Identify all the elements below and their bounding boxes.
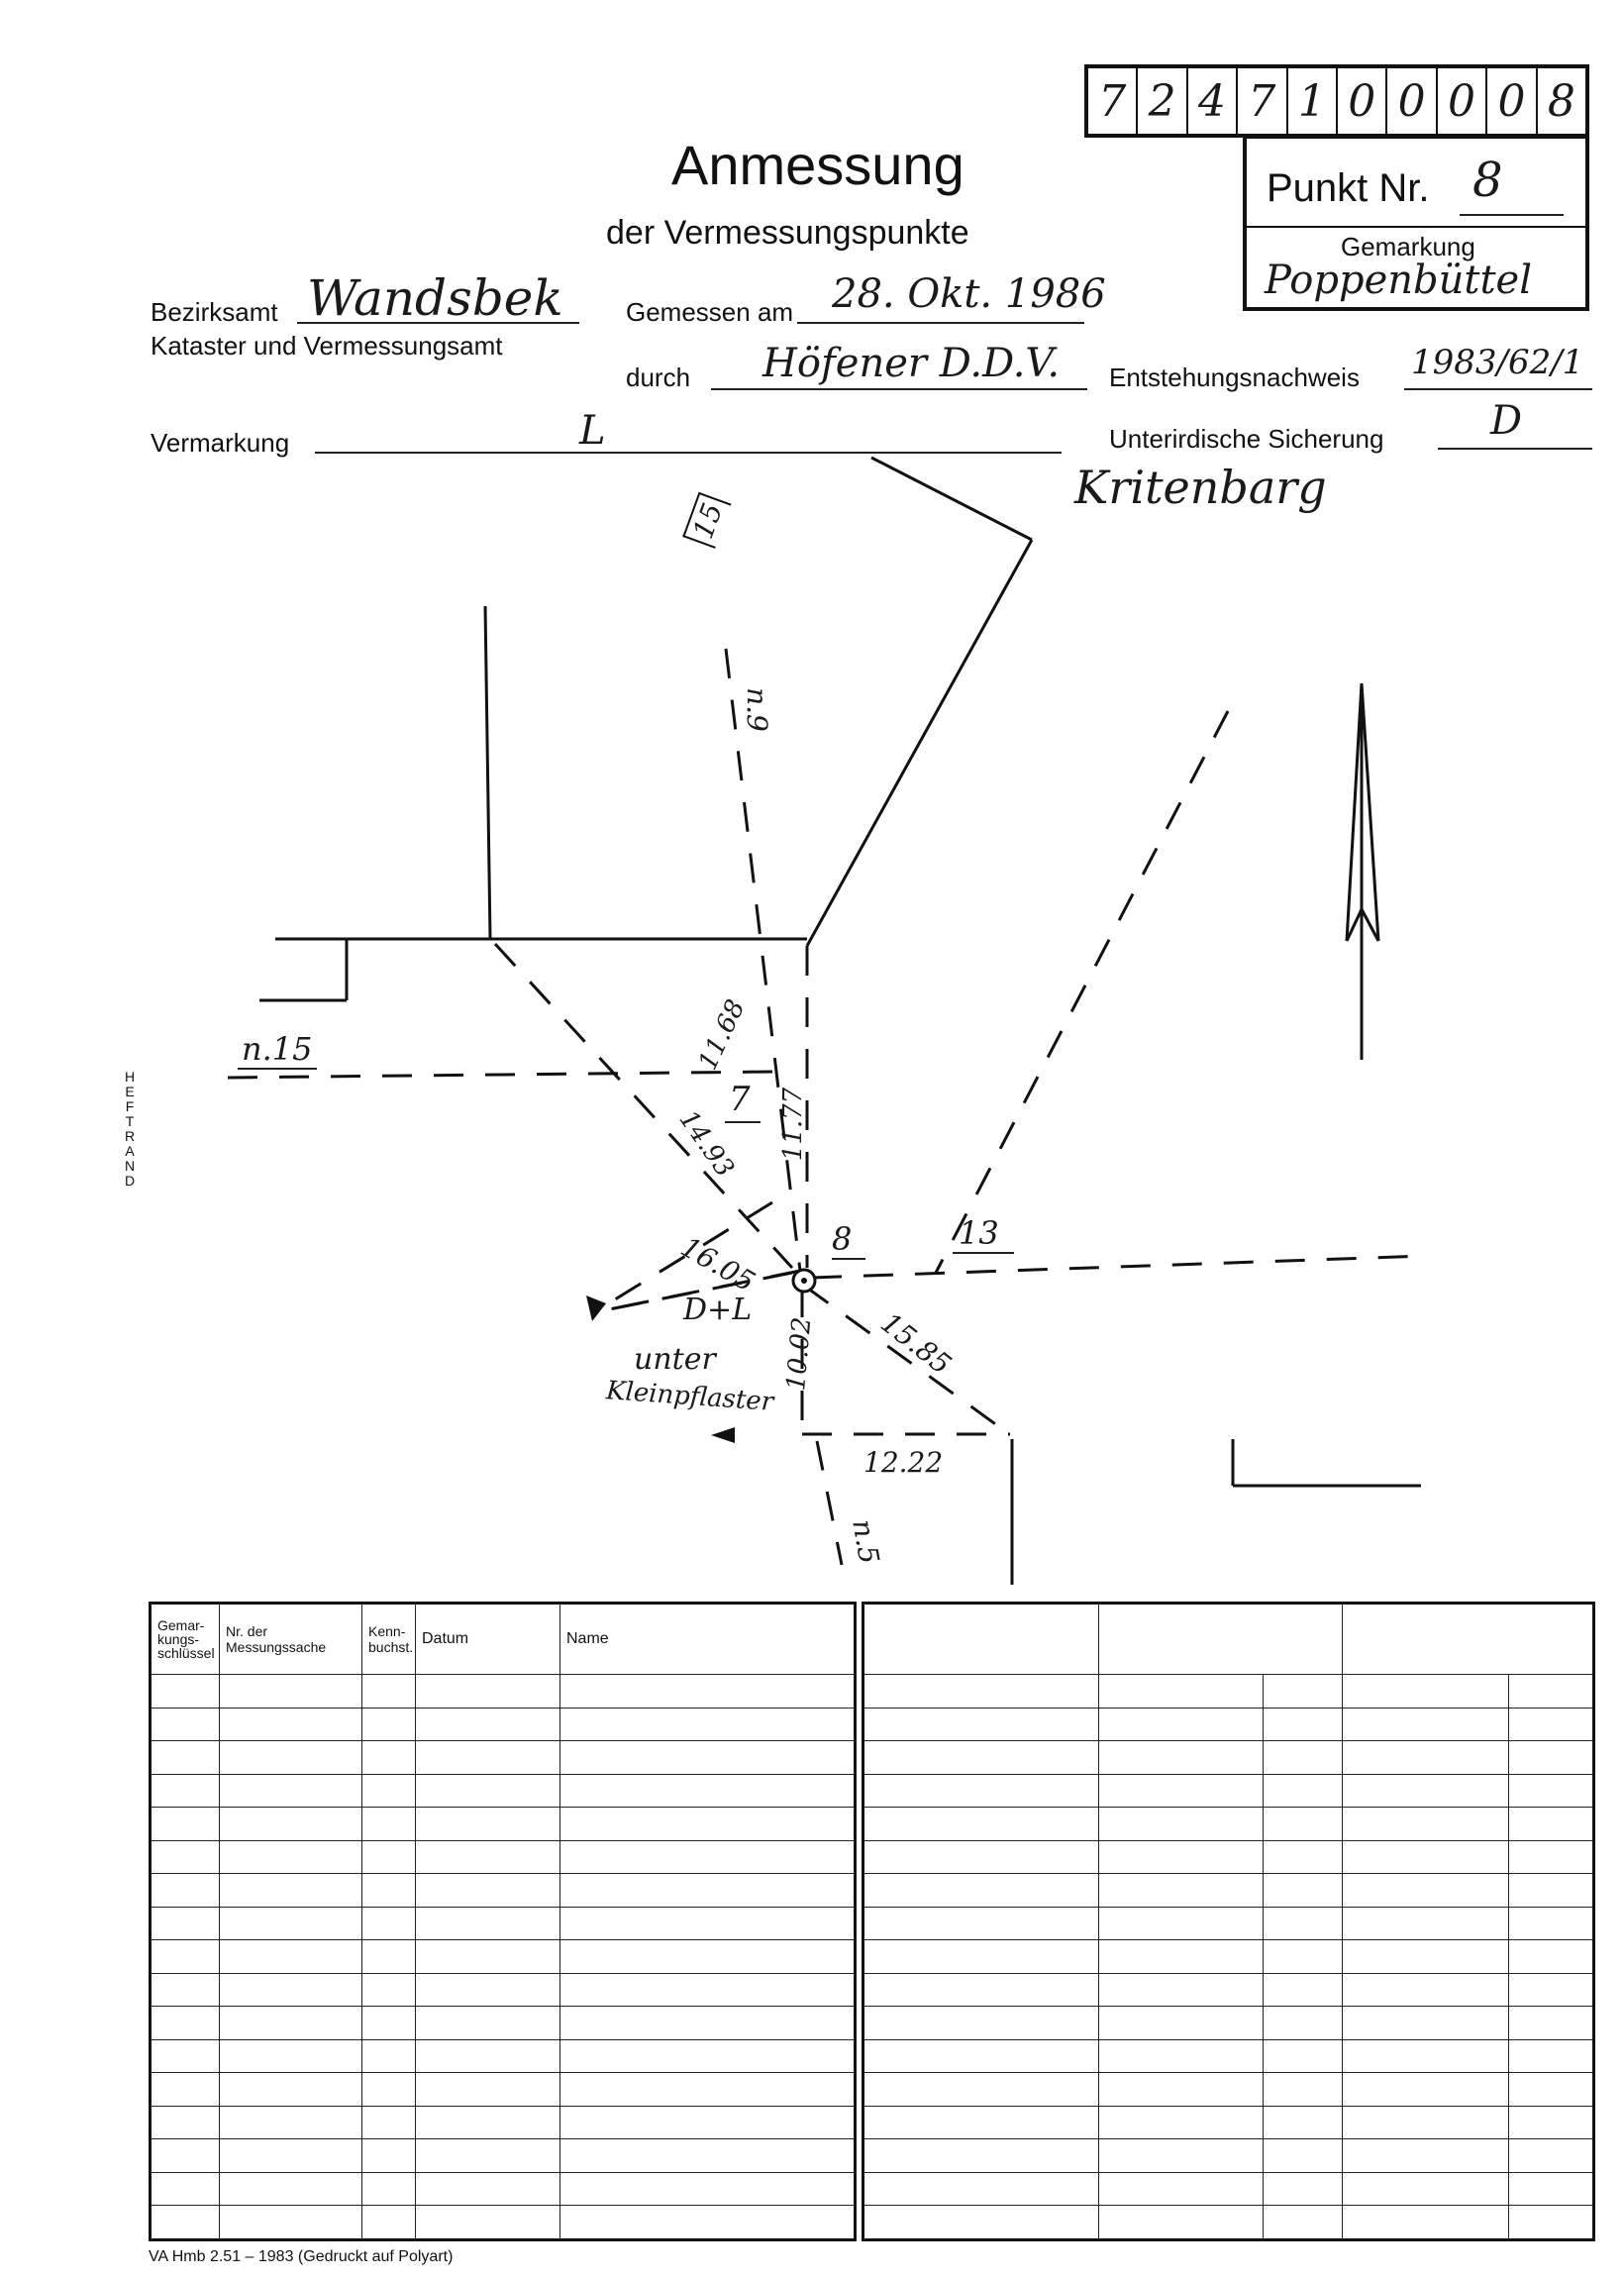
- table-cell: [1099, 1840, 1264, 1874]
- table-cell: [362, 2007, 416, 2040]
- table-row: [863, 1708, 1594, 1741]
- measure-line: [228, 1072, 772, 1078]
- table-row: [863, 1741, 1594, 1775]
- table-cell: [863, 2106, 1099, 2139]
- table-cell: [1343, 2007, 1509, 2040]
- table-cell: [560, 2039, 856, 2073]
- table-row: [863, 1774, 1594, 1808]
- table-cell: [1099, 1741, 1264, 1775]
- ref-n5: n.5: [846, 1516, 886, 1567]
- table-cell: [1343, 1874, 1509, 1908]
- ref-n9: n.9: [740, 687, 773, 732]
- table-cell: [1099, 1808, 1264, 1841]
- ref-7: 7: [729, 1080, 751, 1119]
- table-cell: [220, 1840, 362, 1874]
- table-cell: [1099, 1907, 1264, 1940]
- table-row: [151, 2206, 856, 2240]
- table-cell: [1509, 2039, 1594, 2073]
- ref-13: 13: [959, 1214, 999, 1252]
- table-cell: [863, 2139, 1099, 2173]
- table-row: [151, 1741, 856, 1775]
- arrow-head: [711, 1427, 735, 1443]
- table-cell: [1264, 1741, 1343, 1775]
- table-cell: [863, 1808, 1099, 1841]
- table-cell: [1099, 1675, 1264, 1709]
- table-cell: [416, 1774, 560, 1808]
- number-digit: 7: [1238, 68, 1287, 134]
- table-cell: [220, 1774, 362, 1808]
- table-cell: [1264, 2073, 1343, 2107]
- table-cell: [362, 1708, 416, 1741]
- table-cell: [1343, 2106, 1509, 2139]
- table-cell: [151, 1874, 220, 1908]
- heftrand-label: HEFTRAND: [124, 1069, 136, 1189]
- table-cell: [1099, 1874, 1264, 1908]
- table-cell: [220, 2139, 362, 2173]
- table-cell: [863, 1774, 1099, 1808]
- sicherung-label: Unterirdische Sicherung: [1109, 424, 1384, 454]
- table-cell: [1509, 1973, 1594, 2007]
- table-row: [151, 2139, 856, 2173]
- table-cell: [416, 1708, 560, 1741]
- table-cell: [416, 1973, 560, 2007]
- table-cell: [1099, 2106, 1264, 2139]
- boundary-line: [871, 458, 1032, 540]
- table-cell: [151, 1808, 220, 1841]
- number-digit: 0: [1387, 68, 1437, 134]
- gemessen-label: Gemessen am: [626, 297, 794, 327]
- table-row: [863, 1675, 1594, 1709]
- table-row: [863, 2007, 1594, 2040]
- table-cell: [863, 2039, 1099, 2073]
- footer-note: VA Hmb 2.51 – 1983 (Gedruckt auf Polyart): [149, 2248, 454, 2265]
- table-cell: [220, 1907, 362, 1940]
- table-row: [863, 2039, 1594, 2073]
- table-cell: [560, 2172, 856, 2206]
- table-cell: [1343, 1907, 1509, 1940]
- dist-1585: 15.85: [874, 1305, 958, 1382]
- table-row: [863, 2106, 1594, 2139]
- table-cell: [220, 1973, 362, 2007]
- dist-1168: 11.68: [692, 994, 752, 1076]
- table-cell: [416, 1675, 560, 1709]
- table-cell: [1343, 2206, 1509, 2240]
- col-gemarkungsschluessel: Gemar-kungs-schlüssel: [151, 1604, 220, 1675]
- col-empty: [863, 1604, 1099, 1675]
- table-cell: [362, 1940, 416, 1974]
- measure-line: [726, 649, 800, 1271]
- table-cell: [560, 2139, 856, 2173]
- table-cell: [863, 1940, 1099, 1974]
- table-row: [863, 1940, 1594, 1974]
- table-cell: [362, 1874, 416, 1908]
- table-cell: [416, 2106, 560, 2139]
- table-cell: [863, 2073, 1099, 2107]
- table-header-row: [863, 1604, 1594, 1675]
- table-cell: [1264, 2007, 1343, 2040]
- table-cell: [151, 2172, 220, 2206]
- table-cell: [560, 1708, 856, 1741]
- table-cell: [1343, 2172, 1509, 2206]
- table-header-row: [151, 1604, 856, 1675]
- table-cell: [151, 1973, 220, 2007]
- table-cell: [1264, 1675, 1343, 1709]
- table-cell: [863, 2007, 1099, 2040]
- table-cell: [1509, 1907, 1594, 1940]
- table-cell: [220, 2172, 362, 2206]
- table-cell: [220, 2106, 362, 2139]
- table-cell: [1264, 1808, 1343, 1841]
- table-cell: [1343, 1675, 1509, 1709]
- table-cell: [1099, 2073, 1264, 2107]
- bezirksamt-label: Bezirksamt: [151, 297, 278, 327]
- table-cell: [1509, 1874, 1594, 1908]
- page-subtitle: der Vermessungspunkte: [606, 214, 969, 252]
- street-name: Kritenbarg: [1074, 461, 1327, 514]
- table-cell: [560, 1840, 856, 1874]
- vermarkung-label: Vermarkung: [151, 428, 290, 458]
- table-cell: [416, 2073, 560, 2107]
- col-messungssache: Nr. der Messungssache: [220, 1604, 362, 1675]
- table-cell: [1343, 1708, 1509, 1741]
- vermarkung-value: L: [579, 408, 606, 454]
- table-cell: [1099, 1708, 1264, 1741]
- gemarkung-label: Gemarkung: [1341, 232, 1475, 261]
- measure-line: [804, 1286, 1012, 1436]
- table-row: [151, 1708, 856, 1741]
- table-cell: [151, 1741, 220, 1775]
- table-cell: [560, 1808, 856, 1841]
- table-cell: [560, 2007, 856, 2040]
- table-cell: [1099, 1774, 1264, 1808]
- table-cell: [362, 1808, 416, 1841]
- table-cell: [1099, 2172, 1264, 2206]
- table-cell: [560, 1774, 856, 1808]
- number-digit: 0: [1487, 68, 1537, 134]
- table-cell: [151, 2073, 220, 2107]
- table-cell: [151, 1708, 220, 1741]
- table-row: [151, 2106, 856, 2139]
- table-cell: [1509, 1741, 1594, 1775]
- ref-8: 8: [832, 1220, 853, 1258]
- dist-1002: 10.02: [781, 1315, 818, 1393]
- dist-1222: 12.22: [863, 1446, 944, 1479]
- north-arrow-icon: [1347, 683, 1378, 1060]
- table-cell: [1343, 2039, 1509, 2073]
- table-cell: [1509, 1940, 1594, 1974]
- table-cell: [1264, 1973, 1343, 2007]
- table-cell: [1264, 2172, 1343, 2206]
- boundary-line: [485, 606, 490, 939]
- table-cell: [560, 2206, 856, 2240]
- table-cell: [362, 2106, 416, 2139]
- table-row: [863, 1840, 1594, 1874]
- table-cell: [220, 2206, 362, 2240]
- measure-line: [817, 1441, 842, 1565]
- table-cell: [416, 1741, 560, 1775]
- boundary-line: [807, 540, 1032, 946]
- table-cell: [1343, 1840, 1509, 1874]
- table-cell: [1264, 1840, 1343, 1874]
- table-cell: [416, 1808, 560, 1841]
- entstehung-label: Entstehungsnachweis: [1109, 363, 1360, 392]
- note-kleinpflaster: Kleinpflaster: [605, 1376, 775, 1417]
- table-cell: [416, 1840, 560, 1874]
- table-row: [151, 1808, 856, 1841]
- table-cell: [220, 2007, 362, 2040]
- table-cell: [863, 1741, 1099, 1775]
- measurement-table-left: [149, 1602, 857, 2241]
- table-row: [863, 2206, 1594, 2240]
- table-cell: [362, 2073, 416, 2107]
- table-cell: [151, 2106, 220, 2139]
- table-cell: [416, 2206, 560, 2240]
- table-cell: [1099, 2039, 1264, 2073]
- measure-line: [812, 1256, 1426, 1278]
- table-cell: [1509, 2139, 1594, 2173]
- note-dl: D+L: [683, 1293, 753, 1327]
- table-cell: [220, 1874, 362, 1908]
- table-row: [151, 1675, 856, 1709]
- table-cell: [151, 2206, 220, 2240]
- table-cell: [416, 2007, 560, 2040]
- table-cell: [362, 1973, 416, 2007]
- ref-n15: n.15: [242, 1030, 313, 1068]
- table-cell: [1509, 1774, 1594, 1808]
- table-cell: [220, 2073, 362, 2107]
- table-cell: [1264, 1774, 1343, 1808]
- table-cell: [863, 1708, 1099, 1741]
- table-cell: [151, 2039, 220, 2073]
- table-cell: [362, 2039, 416, 2073]
- table-row: [863, 1973, 1594, 2007]
- table-cell: [1264, 1907, 1343, 1940]
- bezirksamt-value: Wandsbek: [307, 269, 563, 327]
- table-cell: [220, 1741, 362, 1775]
- dist-1177: 11.77: [778, 1087, 809, 1162]
- table-row: [151, 2007, 856, 2040]
- table-cell: [362, 2206, 416, 2240]
- number-digit: 4: [1188, 68, 1238, 134]
- table-cell: [1343, 1741, 1509, 1775]
- table-row: [151, 1940, 856, 1974]
- table-cell: [362, 2139, 416, 2173]
- table-cell: [1264, 1940, 1343, 1974]
- number-digit: 8: [1547, 75, 1575, 127]
- table-cell: [362, 1907, 416, 1940]
- table-cell: [1509, 2106, 1594, 2139]
- entstehung-value: 1983/62/1: [1411, 343, 1584, 382]
- table-cell: [151, 2139, 220, 2173]
- table-cell: [863, 1840, 1099, 1874]
- table-cell: [1509, 1808, 1594, 1841]
- table-row: [151, 1840, 856, 1874]
- table-cell: [1343, 1808, 1509, 1841]
- table-cell: [1099, 1973, 1264, 2007]
- table-cell: [1099, 2206, 1264, 2240]
- table-cell: [560, 1874, 856, 1908]
- table-cell: [416, 1874, 560, 1908]
- gemessen-value: 28. Okt. 1986: [832, 271, 1106, 317]
- table-row: [151, 2039, 856, 2073]
- table-cell: [362, 1840, 416, 1874]
- table-cell: [1264, 2206, 1343, 2240]
- table-cell: [560, 1940, 856, 1974]
- table-row: [863, 1874, 1594, 1908]
- number-digit: 2: [1138, 68, 1187, 134]
- table-cell: [560, 2106, 856, 2139]
- table-cell: [1099, 2139, 1264, 2173]
- col-empty: [1343, 1604, 1594, 1675]
- measurement-table-right: [862, 1602, 1595, 2241]
- table-cell: [151, 2007, 220, 2040]
- table-cell: [560, 1907, 856, 1940]
- col-datum: Datum: [416, 1604, 560, 1675]
- gemarkung-value: Poppenbüttel: [1265, 258, 1532, 303]
- table-row: [863, 1907, 1594, 1940]
- punkt-label: Punkt Nr.: [1267, 166, 1430, 210]
- table-cell: [220, 1675, 362, 1709]
- table-cell: [151, 1675, 220, 1709]
- table-cell: [362, 1774, 416, 1808]
- table-cell: [1343, 1973, 1509, 2007]
- table-cell: [362, 1675, 416, 1709]
- table-cell: [863, 2172, 1099, 2206]
- table-cell: [1264, 2106, 1343, 2139]
- col-empty: [1099, 1604, 1343, 1675]
- table-cell: [1509, 1840, 1594, 1874]
- table-cell: [416, 2039, 560, 2073]
- number-digit: 7: [1088, 68, 1138, 134]
- table-cell: [1509, 1708, 1594, 1741]
- table-cell: [863, 2206, 1099, 2240]
- table-row: [863, 1808, 1594, 1841]
- table-cell: [863, 1907, 1099, 1940]
- table-cell: [863, 1973, 1099, 2007]
- table-cell: [1509, 2172, 1594, 2206]
- number-digit: 1: [1288, 68, 1338, 134]
- table-cell: [151, 1907, 220, 1940]
- table-cell: [1509, 2206, 1594, 2240]
- table-row: [151, 2172, 856, 2206]
- table-row: [863, 2139, 1594, 2173]
- table-cell: [416, 2139, 560, 2173]
- table-cell: [1343, 2139, 1509, 2173]
- table-cell: [1264, 2139, 1343, 2173]
- table-cell: [560, 1741, 856, 1775]
- durch-label: durch: [626, 363, 691, 392]
- measure-line: [936, 711, 1228, 1273]
- table-row: [151, 1774, 856, 1808]
- table-row: [151, 2073, 856, 2107]
- table-cell: [1509, 2073, 1594, 2107]
- sicherung-value: D: [1490, 398, 1523, 444]
- number-digit: 0: [1438, 68, 1487, 134]
- table-cell: [1099, 2007, 1264, 2040]
- page-title: Anmessung: [671, 134, 964, 196]
- table-row: [151, 1973, 856, 2007]
- punkt-value: 8: [1472, 153, 1503, 208]
- table-cell: [1509, 2007, 1594, 2040]
- table-row: [151, 1874, 856, 1908]
- number-digit: 0: [1338, 68, 1387, 134]
- dist-1493: 14.93: [672, 1104, 740, 1184]
- table-cell: [863, 1675, 1099, 1709]
- durch-value: Höfener D.D.V.: [762, 341, 1061, 386]
- dist-1605: 16.05: [675, 1230, 761, 1298]
- table-cell: [560, 2073, 856, 2107]
- table-cell: [1343, 2073, 1509, 2107]
- table-row: [863, 2073, 1594, 2107]
- table-cell: [1099, 1940, 1264, 1974]
- col-kennbuchstabe: Kenn-buchst.: [362, 1604, 416, 1675]
- table-cell: [151, 1940, 220, 1974]
- col-name: Name: [560, 1604, 856, 1675]
- table-cell: [1264, 2039, 1343, 2073]
- table-cell: [220, 1808, 362, 1841]
- table-cell: [1343, 1940, 1509, 1974]
- table-row: [863, 2172, 1594, 2206]
- table-cell: [220, 1940, 362, 1974]
- table-cell: [362, 1741, 416, 1775]
- table-cell: [863, 1874, 1099, 1908]
- table-cell: [362, 2172, 416, 2206]
- table-cell: [151, 1774, 220, 1808]
- table-cell: [220, 2039, 362, 2073]
- table-row: [151, 1907, 856, 1940]
- kataster-label: Kataster und Vermessungsamt: [151, 331, 503, 361]
- table-cell: [416, 2172, 560, 2206]
- table-cell: [416, 1907, 560, 1940]
- table-cell: [1343, 1774, 1509, 1808]
- arrow-head: [586, 1295, 606, 1321]
- table-cell: [220, 1708, 362, 1741]
- ref-15-top: 15: [682, 492, 731, 549]
- table-cell: [151, 1840, 220, 1874]
- table-cell: [1264, 1708, 1343, 1741]
- table-cell: [1264, 1874, 1343, 1908]
- table-cell: [1509, 1675, 1594, 1709]
- table-cell: [416, 1940, 560, 1974]
- table-cell: [560, 1675, 856, 1709]
- note-unter: unter: [634, 1342, 716, 1377]
- table-cell: [560, 1973, 856, 2007]
